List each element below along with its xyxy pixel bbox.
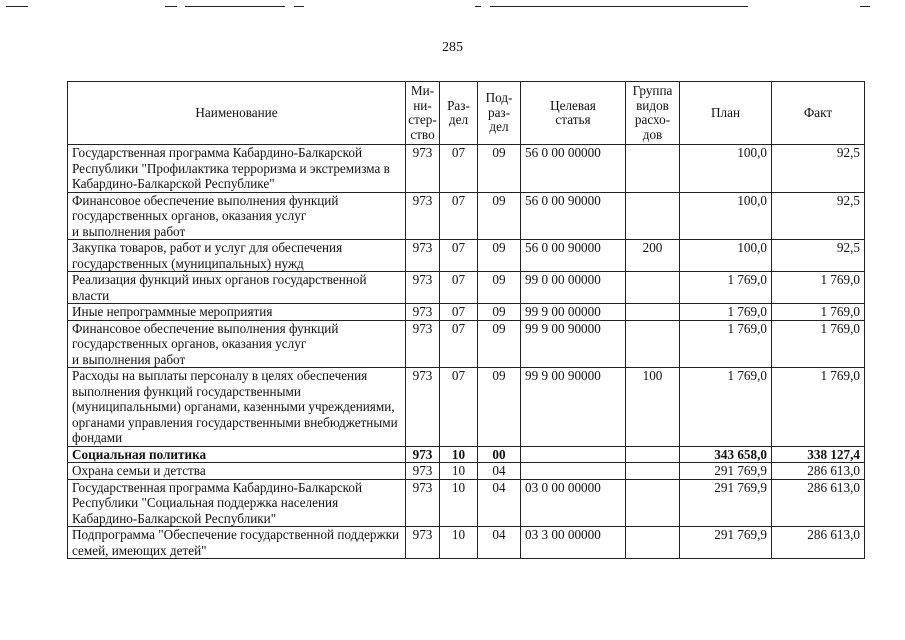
cell-section: 07: [440, 240, 478, 272]
cell-subsection: 04: [478, 463, 521, 480]
scan-line: [860, 6, 870, 7]
cell-ministry: 973: [406, 145, 440, 193]
cell-target: 03 3 00 00000: [521, 527, 626, 559]
cell-name: Финансовое обеспечение выполнения функций государственных органов, оказания услуг и выполнения работ: [68, 320, 406, 368]
cell-subsection: 09: [478, 304, 521, 321]
cell-fact: 286 613,0: [772, 463, 865, 480]
cell-ministry: 973: [406, 304, 440, 321]
cell-name: Расходы на выплаты персоналу в целях обеспечения выполнения функций государственными (муниципальными) органами, казенными учреждениями, органами управления государственными внебюджетными фондами: [68, 368, 406, 447]
cell-target: 99 9 00 90000: [521, 320, 626, 368]
cell-target: 99 0 00 00000: [521, 272, 626, 304]
cell-ministry: 973: [406, 320, 440, 368]
cell-subsection: 09: [478, 145, 521, 193]
cell-fact: 92,5: [772, 192, 865, 240]
cell-group: [626, 479, 680, 527]
cell-name: Государственная программа Кабардино-Балкарской Республики "Профилактика терроризма и экстремизма в Кабардино-Балкарской Республике": [68, 145, 406, 193]
table-row: [68, 446, 865, 463]
scan-line: [490, 6, 748, 7]
col-header-section-text: Раз- дел: [447, 97, 470, 127]
table-row: [68, 145, 865, 193]
cell-section: 10: [440, 446, 478, 463]
col-header-subsection: [478, 82, 521, 145]
cell-group: [626, 446, 680, 463]
col-header-target: [521, 82, 626, 145]
col-header-section: [440, 82, 478, 145]
table-row: [68, 527, 865, 559]
cell-section: 07: [440, 368, 478, 447]
cell-plan: 100,0: [680, 192, 772, 240]
cell-section: 07: [440, 304, 478, 321]
cell-ministry: 973: [406, 368, 440, 447]
cell-ministry: 973: [406, 240, 440, 272]
cell-section: 10: [440, 479, 478, 527]
cell-name: Подпрограмма "Обеспечение государственной поддержки семей, имеющих детей": [68, 527, 406, 559]
cell-fact: 338 127,4: [772, 446, 865, 463]
col-header-subsection-text: Под- раз- дел: [485, 90, 513, 135]
cell-plan: 291 769,9: [680, 527, 772, 559]
table-row: [68, 368, 865, 447]
col-header-name: Наименование: [68, 82, 406, 145]
cell-subsection: 04: [478, 527, 521, 559]
cell-subsection: 04: [478, 479, 521, 527]
cell-group: [626, 527, 680, 559]
cell-plan: 100,0: [680, 145, 772, 193]
cell-plan: 343 658,0: [680, 446, 772, 463]
scan-line: [294, 6, 304, 7]
col-header-fact: Факт: [772, 82, 865, 145]
table-row: [68, 240, 865, 272]
cell-name: Реализация функций иных органов государственной власти: [68, 272, 406, 304]
cell-name: Государственная программа Кабардино-Балкарской Республики "Социальная поддержка населения Кабардино-Балкарской Республики": [68, 479, 406, 527]
cell-plan: 1 769,0: [680, 368, 772, 447]
cell-target: 56 0 00 90000: [521, 240, 626, 272]
col-header-target-text: Целевая статья: [550, 97, 596, 127]
table-row: [68, 192, 865, 240]
cell-section: 10: [440, 463, 478, 480]
cell-name: Закупка товаров, работ и услуг для обеспечения государственных (муниципальных) нужд: [68, 240, 406, 272]
cell-name: Финансовое обеспечение выполнения функций государственных органов, оказания услуг и выполнения работ: [68, 192, 406, 240]
cell-section: 07: [440, 145, 478, 193]
cell-subsection: 09: [478, 320, 521, 368]
cell-name: Иные непрограммные мероприятия: [68, 304, 406, 321]
cell-group: [626, 192, 680, 240]
table-header-row: [68, 82, 865, 145]
cell-ministry: 973: [406, 272, 440, 304]
col-header-ministry-text: Ми- ни- стер- ство: [408, 83, 437, 142]
cell-subsection: 09: [478, 192, 521, 240]
cell-subsection: 09: [478, 240, 521, 272]
cell-ministry: 973: [406, 527, 440, 559]
table-row: [68, 320, 865, 368]
cell-section: 10: [440, 527, 478, 559]
cell-ministry: 973: [406, 479, 440, 527]
cell-ministry: 973: [406, 192, 440, 240]
cell-target: 03 0 00 00000: [521, 479, 626, 527]
page-number: 285: [442, 40, 463, 55]
cell-section: 07: [440, 272, 478, 304]
budget-table: [67, 81, 865, 559]
cell-target: 56 0 00 00000: [521, 145, 626, 193]
cell-name: Социальная политика: [68, 446, 406, 463]
cell-group: [626, 463, 680, 480]
cell-fact: 1 769,0: [772, 368, 865, 447]
cell-group: [626, 320, 680, 368]
scan-line: [475, 6, 481, 7]
cell-fact: 1 769,0: [772, 272, 865, 304]
cell-fact: 92,5: [772, 240, 865, 272]
cell-group: [626, 272, 680, 304]
cell-group: 100: [626, 368, 680, 447]
col-header-group: [626, 82, 680, 145]
cell-plan: 1 769,0: [680, 272, 772, 304]
table-row: [68, 272, 865, 304]
scan-line: [185, 6, 285, 7]
scan-line: [165, 6, 177, 7]
cell-plan: 1 769,0: [680, 320, 772, 368]
cell-group: [626, 304, 680, 321]
cell-section: 07: [440, 320, 478, 368]
cell-fact: 286 613,0: [772, 527, 865, 559]
cell-plan: 1 769,0: [680, 304, 772, 321]
cell-plan: 291 769,9: [680, 463, 772, 480]
cell-group: [626, 145, 680, 193]
cell-target: 99 9 00 00000: [521, 304, 626, 321]
cell-target: 56 0 00 90000: [521, 192, 626, 240]
cell-group: 200: [626, 240, 680, 272]
cell-fact: 92,5: [772, 145, 865, 193]
table-row: [68, 304, 865, 321]
scan-line: [6, 6, 28, 7]
cell-fact: 1 769,0: [772, 304, 865, 321]
cell-ministry: 973: [406, 446, 440, 463]
cell-subsection: 00: [478, 446, 521, 463]
cell-target: [521, 463, 626, 480]
cell-target: 99 9 00 90000: [521, 368, 626, 447]
table-row: [68, 463, 865, 480]
cell-target: [521, 446, 626, 463]
scan-artifact-lines: [0, 0, 905, 14]
table-row: [68, 479, 865, 527]
cell-plan: 100,0: [680, 240, 772, 272]
col-header-ministry: [406, 82, 440, 145]
col-header-group-text: Группа видов расхо- дов: [632, 83, 673, 142]
col-header-plan: План: [680, 82, 772, 145]
cell-name: Охрана семьи и детства: [68, 463, 406, 480]
cell-ministry: 973: [406, 463, 440, 480]
cell-plan: 291 769,9: [680, 479, 772, 527]
cell-fact: 1 769,0: [772, 320, 865, 368]
cell-subsection: 09: [478, 272, 521, 304]
cell-subsection: 09: [478, 368, 521, 447]
cell-fact: 286 613,0: [772, 479, 865, 527]
cell-section: 07: [440, 192, 478, 240]
